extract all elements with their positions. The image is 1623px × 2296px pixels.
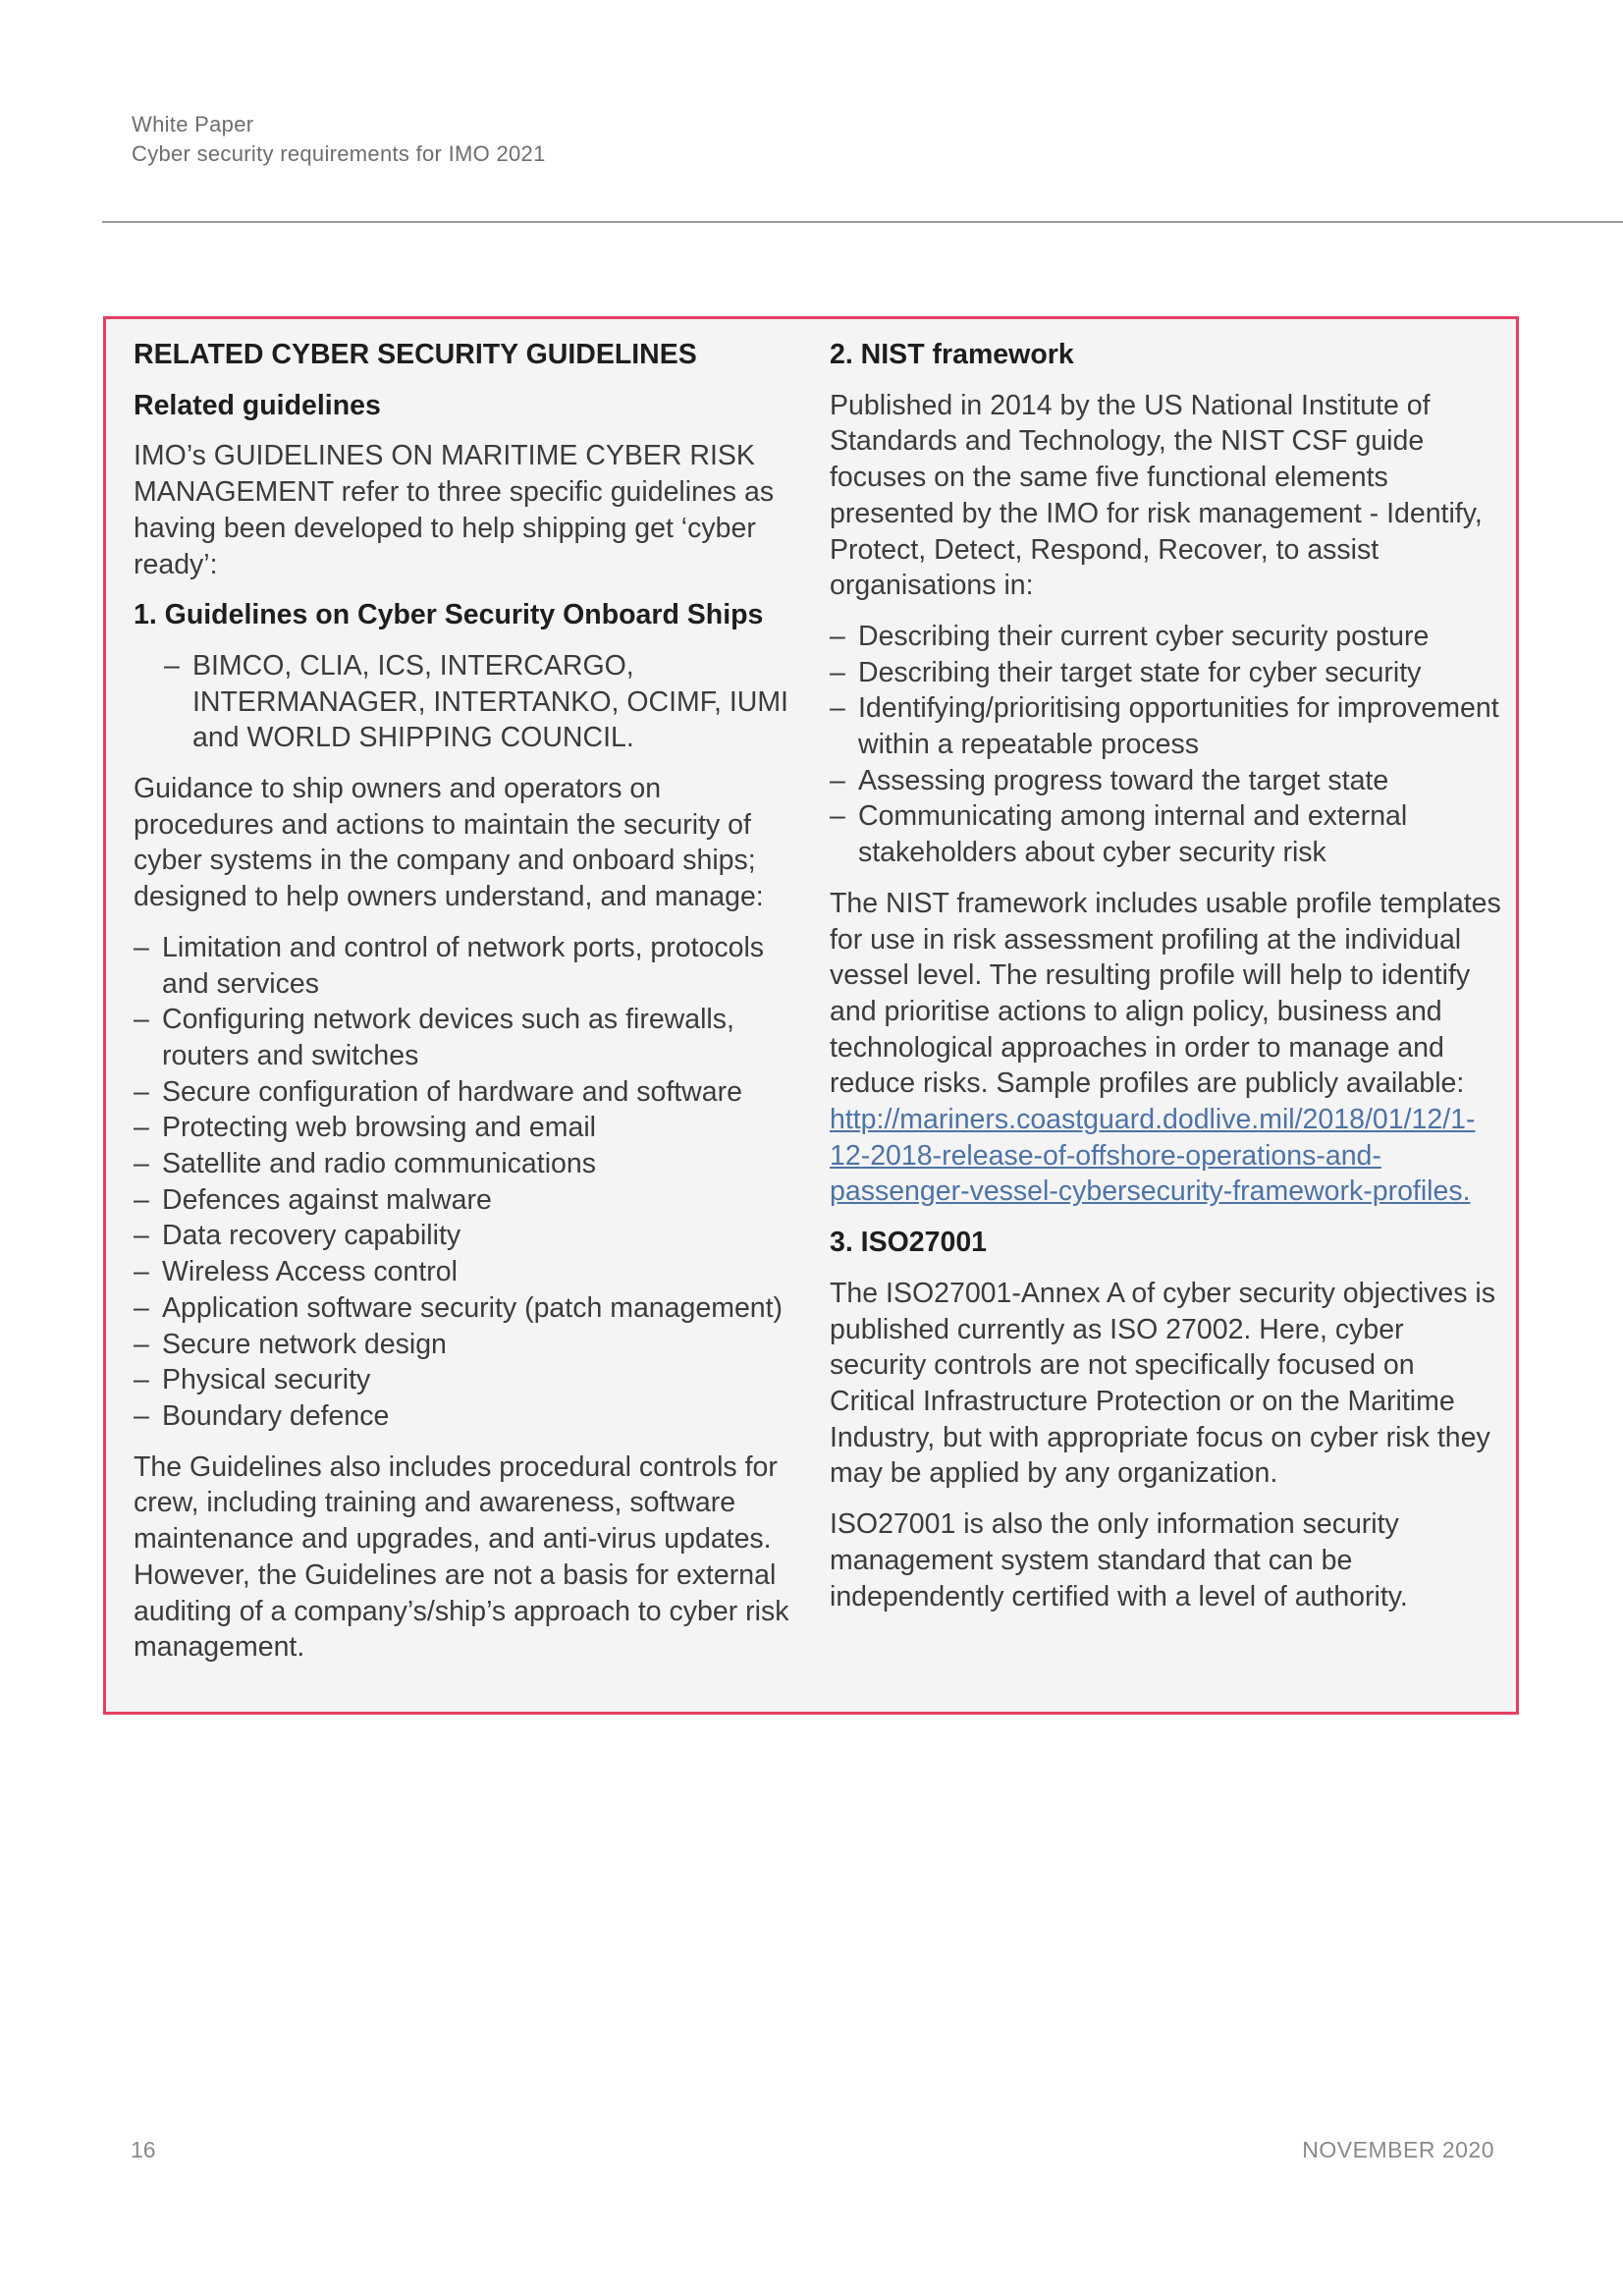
list-item: – Assessing progress toward the target state <box>830 763 1507 799</box>
iso-paragraph-2: ISO27001 is also the only information security management system standard that can be independently certified with a level of authority. <box>830 1508 1408 1613</box>
list-item: – Physical security <box>134 1362 801 1398</box>
header-doc-title: Cyber security requirements for IMO 2021 <box>132 141 546 166</box>
iso-paragraph-1: The ISO27001-Annex A of cyber security objectives is published currently as ISO 27002. Here, cyber security controls are not specifically focused on Critical Infrastructure Protection or on the Maritime Industry, but with appropriate focus on cyber risk they may be applied by any organization. <box>830 1277 1496 1490</box>
related-guidelines-heading: Related guidelines <box>134 389 381 421</box>
intro-paragraph: IMO’s GUIDELINES ON MARITIME CYBER RISK MANAGEMENT refer to three specific guidelines as having been developed to help shipping get ‘cyber ready’: <box>134 440 775 580</box>
list-item: – Satellite and radio communications <box>134 1146 801 1182</box>
list-item: – Configuring network devices such as firewalls, routers and switches <box>134 1002 801 1073</box>
nist-profile-text: The NIST framework includes usable profile templates for use in risk assessment profiling at the individual vessel level. The resulting profile will help to identify and prioritise actions to align policy, business and technological approaches in order to manage and reduce risks. Sample profiles are publicly available: <box>830 887 1501 1100</box>
left-column <box>134 337 801 1680</box>
list-item: – Describing their target state for cyber security <box>830 655 1507 691</box>
list-item: – Protecting web browsing and email <box>134 1110 801 1146</box>
list-item: – Defences against malware <box>134 1182 801 1219</box>
nist-bullet-list <box>830 619 1507 871</box>
guidance-paragraph: Guidance to ship owners and operators on procedures and actions to maintain the security of cyber systems in the company and onboard ships; designed to help owners understand, and manage: <box>134 773 764 913</box>
guidance-bullet-list <box>134 930 801 1435</box>
list-item: – BIMCO, CLIA, ICS, INTERCARGO, INTERMANAGER, INTERTANKO, OCIMF, IUMI and WORLD SHIPPING COUNCIL. <box>164 648 801 756</box>
page-number: 16 <box>131 2137 156 2162</box>
guideline-1-authors <box>164 648 801 756</box>
publication-date: NOVEMBER 2020 <box>1302 2137 1494 2162</box>
header-divider <box>102 221 1623 223</box>
nist-profile-paragraph <box>830 886 1507 1210</box>
page-header <box>132 110 546 169</box>
list-item: – Application software security (patch management) <box>134 1290 801 1327</box>
list-item: – Limitation and control of network ports, protocols and services <box>134 930 801 1002</box>
list-item: – Secure configuration of hardware and software <box>134 1074 801 1111</box>
guideline-1-heading: 1. Guidelines on Cyber Security Onboard Ships <box>134 599 764 631</box>
nist-profiles-link[interactable]: http://mariners.coastguard.dodlive.mil/2018/01/12/1-12-2018-release-of-offshore-operations-and-passenger-vessel-cybersecurity-framework-profiles. <box>830 1104 1476 1208</box>
closing-paragraph: The Guidelines also includes procedural controls for crew, including training and awareness, software maintenance and upgrades, and anti-virus updates. However, the Guidelines are not a basis for external auditing of a company’s/ship’s approach to cyber risk management. <box>134 1450 789 1664</box>
list-item: – Boundary defence <box>134 1398 801 1435</box>
list-item: – Describing their current cyber security posture <box>830 619 1507 655</box>
list-item: – Communicating among internal and external stakeholders about cyber security risk <box>830 798 1507 870</box>
list-item: – Identifying/prioritising opportunities for improvement within a repeatable process <box>830 690 1507 762</box>
guidelines-panel <box>103 316 1519 1715</box>
panel-title: RELATED CYBER SECURITY GUIDELINES <box>134 339 697 370</box>
right-column <box>830 337 1507 1629</box>
list-item: – Data recovery capability <box>134 1218 801 1254</box>
nist-intro-paragraph: Published in 2014 by the US National Institute of Standards and Technology, the NIST CSF guide focuses on the same five functional elements presented by the IMO for risk management - Identify, Protect, Detect, Respond, Recover, to assist organisations in: <box>830 389 1483 602</box>
header-doc-type: White Paper <box>132 112 254 137</box>
nist-heading: 2. NIST framework <box>830 339 1074 370</box>
list-item: – Wireless Access control <box>134 1254 801 1290</box>
iso-heading: 3. ISO27001 <box>830 1227 988 1259</box>
list-item: – Secure network design <box>134 1327 801 1363</box>
